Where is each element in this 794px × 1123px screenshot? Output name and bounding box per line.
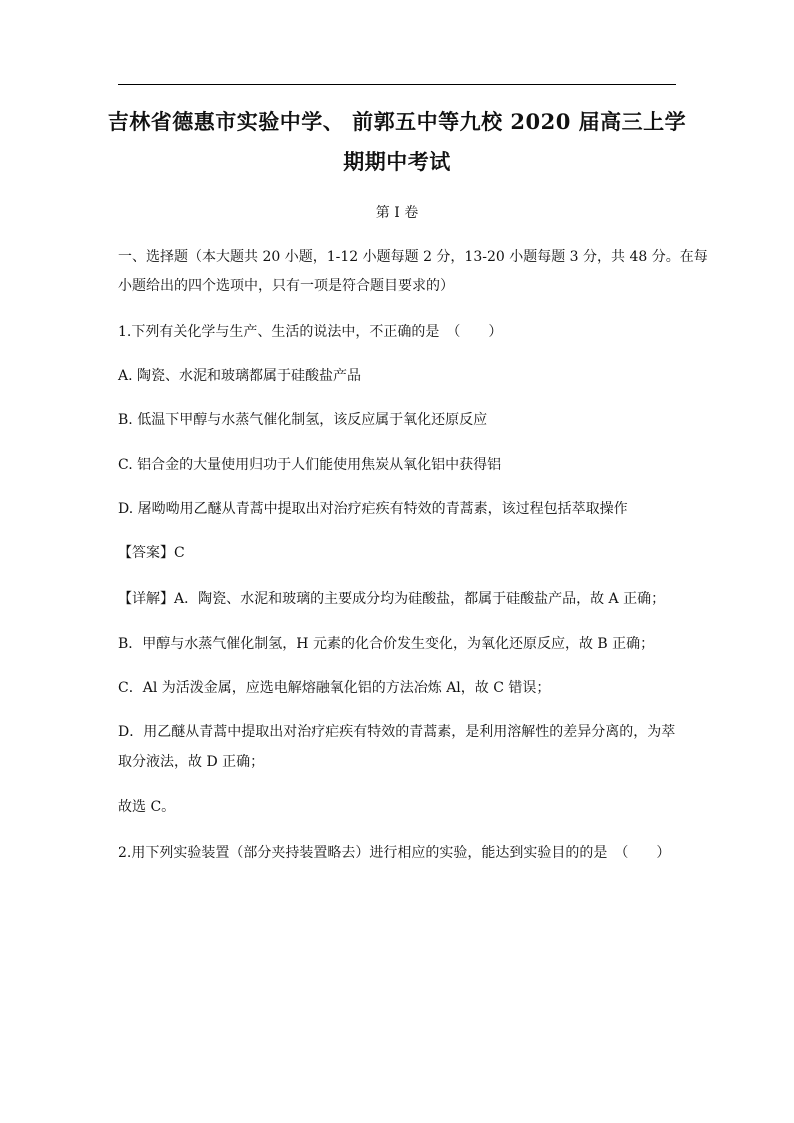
document-title-line-1: 吉林省德惠市实验中学、 前郭五中等九校 2020 届高三上学 xyxy=(107,109,687,134)
document-title-line-2: 期期中考试 xyxy=(343,149,451,174)
explanation-b: B．甲醇与水蒸气催化制氢，H 元素的化合价发生变化，为氧化还原反应，故 B 正确； xyxy=(118,636,655,652)
explanation-d-line-1: D．用乙醚从青蒿中提取出对治疗疟疾有特效的青蒿素，是利用溶解性的差异分离的，为萃 xyxy=(118,724,676,740)
explanation-c: C．Al 为活泼金属，应选电解熔融氧化铝的方法冶炼 Al，故 C 错误； xyxy=(118,680,551,696)
explanation-d-line-2: 取分液法，故 D 正确； xyxy=(118,754,265,770)
option-b: B. 低温下甲醇与水蒸气催化制氢，该反应属于氧化还原反应 xyxy=(118,412,488,428)
instructions-line-1: 一、选择题（本大题共 20 小题，1-12 小题每题 2 分，13-20 小题每题 3 分，共 48 分。在每 xyxy=(118,249,708,265)
option-d: D. 屠呦呦用乙醚从青蒿中提取出对治疗疟疾有特效的青蒿素，该过程包括萃取操作 xyxy=(118,501,628,517)
explanation-a: 【详解】A．陶瓷、水泥和玻璃的主要成分均为硅酸盐，都属于硅酸盐产品，故 A 正确； xyxy=(118,591,666,607)
option-a: A. 陶瓷、水泥和玻璃都属于硅酸盐产品 xyxy=(118,368,362,384)
question-1-stem: 1.下列有关化学与生产、生活的说法中，不正确的是 （ ） xyxy=(118,324,503,340)
conclusion-line: 故选 C。 xyxy=(118,799,176,815)
section-heading: 第 I 卷 xyxy=(375,205,419,221)
header-rule xyxy=(118,84,676,85)
question-2-stem: 2.用下列实验装置（部分夹持装置略去）进行相应的实验，能达到实验目的的是 （ ） xyxy=(118,845,671,861)
option-c: C. 铝合金的大量使用归功于人们能使用焦炭从氧化铝中获得铝 xyxy=(118,457,502,473)
instructions-line-2: 小题给出的四个选项中，只有一项是符合题目要求的） xyxy=(118,278,454,294)
answer-line: 【答案】C xyxy=(118,545,185,561)
